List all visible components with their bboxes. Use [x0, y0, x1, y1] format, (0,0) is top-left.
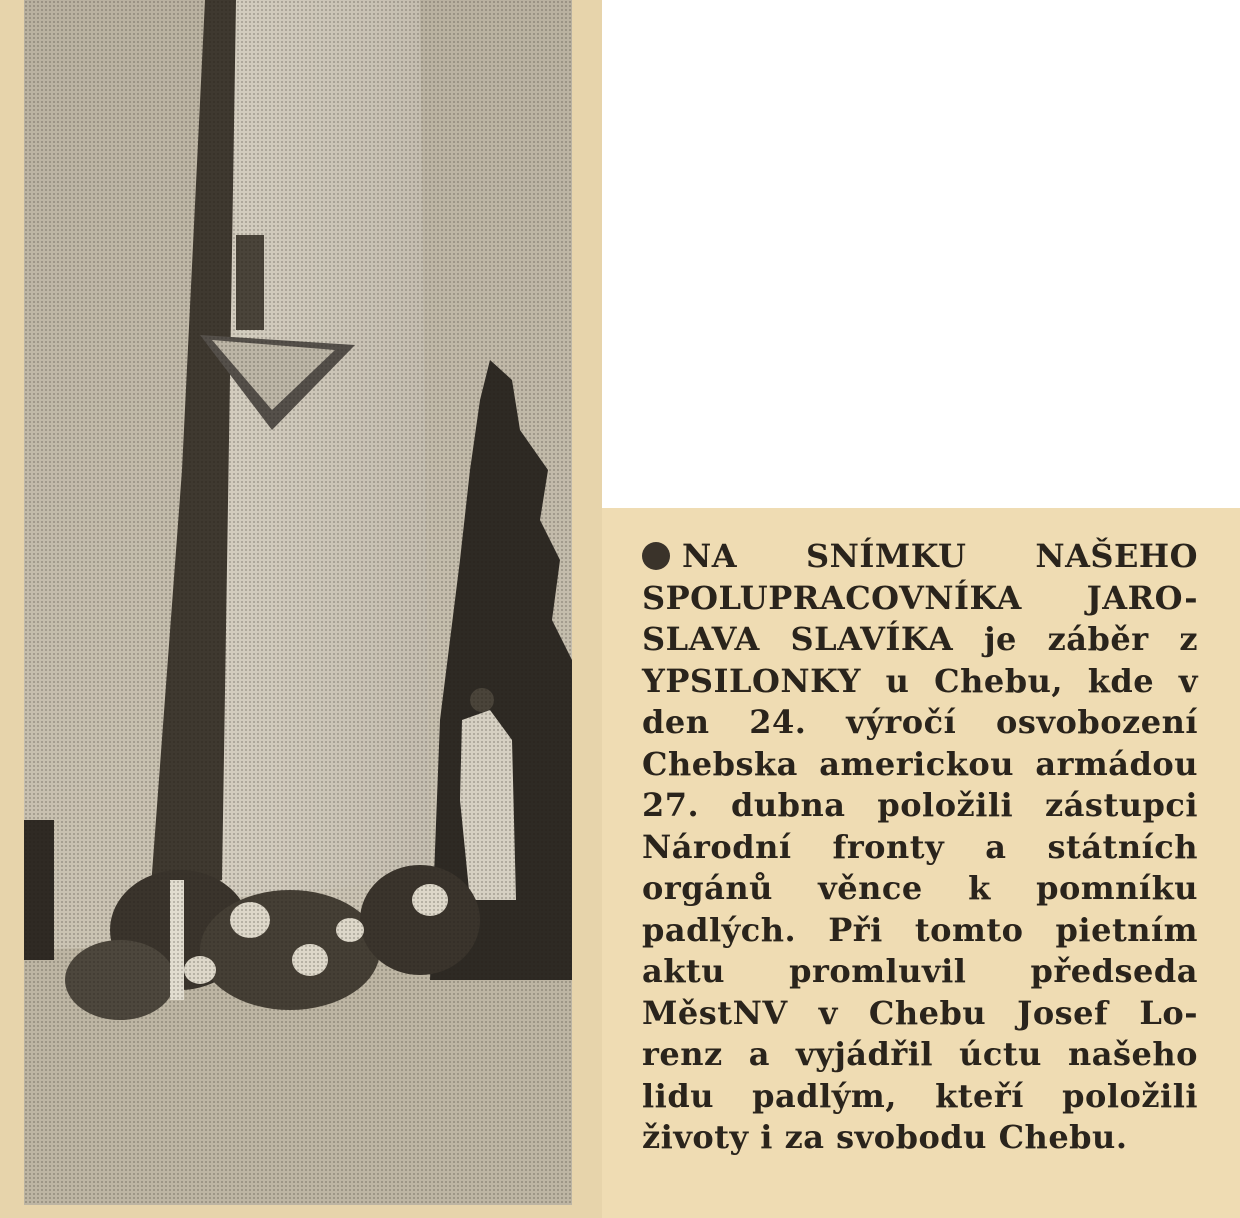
caption-line-6: Chebska americkou armádou [642, 744, 1198, 783]
caption-line-13: renz a vyjádřil úctu našeho [642, 1035, 1198, 1073]
caption-line-9: orgánů věnce k pomníku [642, 869, 1198, 907]
caption-line-10: padlých. Při tomto pietním [642, 910, 1198, 949]
caption-line-12: MěstNV v Chebu Josef Lo- [642, 993, 1198, 1032]
caption-line-4: YPSILONKY u Chebu, kde v [642, 661, 1198, 700]
caption-line-14: lidu padlým, kteří položili [642, 1076, 1198, 1115]
bullet-icon [642, 542, 670, 570]
caption-line-7: 27. dubna položili zástupci [642, 786, 1198, 824]
newspaper-photo [0, 0, 602, 1218]
caption-line-15: životy i za svobodu Chebu. [642, 1118, 1128, 1156]
caption-line-2: SPOLUPRACOVNÍKA JARO- [642, 578, 1198, 617]
caption-box [602, 508, 1240, 1218]
caption-line-3: SLAVA SLAVÍKA je záběr z [642, 620, 1198, 658]
caption-text [642, 536, 1198, 1159]
caption-line-5: den 24. výročí osvobození [642, 703, 1198, 741]
caption-line-1: NA SNÍMKU NAŠEHO [642, 536, 1198, 578]
caption-line-8: Národní fronty a státních [642, 827, 1198, 866]
caption-line-11: aktu promluvil předseda [642, 952, 1198, 990]
monument-photo-image [0, 0, 602, 1218]
